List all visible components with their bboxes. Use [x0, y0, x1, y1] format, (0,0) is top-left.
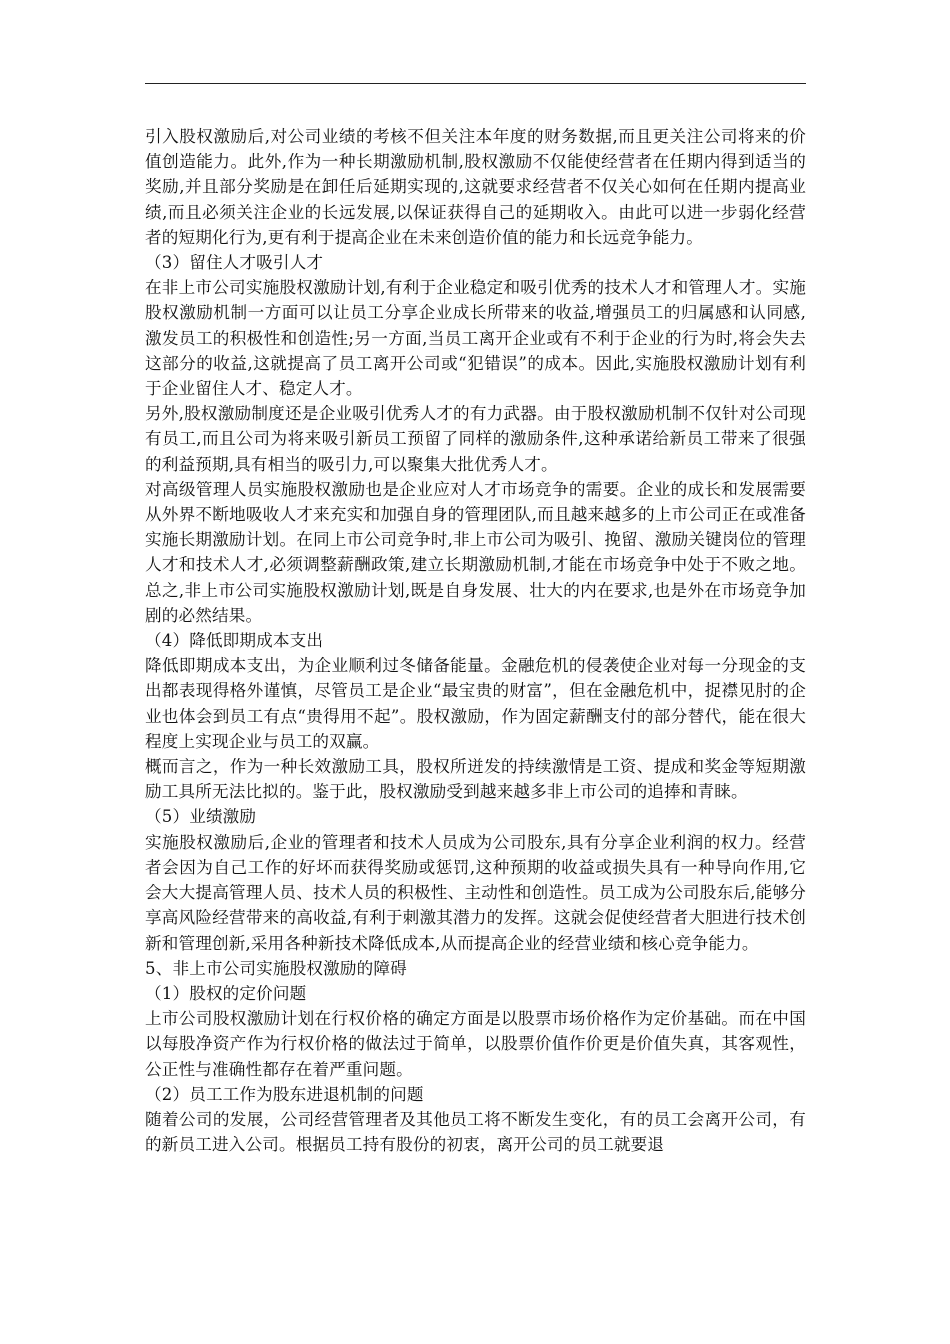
section-heading: （1）股权的定价问题 [145, 983, 307, 1003]
body-paragraph: 随着公司的发展，公司经营管理者及其他员工将不断发生变化，有的员工会离开公司，有的新员工进入公司。根据员工持有股份的初衷，离开公司的员工就要退 [145, 1109, 806, 1155]
section-heading: （4）降低即期成本支出 [145, 631, 324, 651]
header-rule [145, 83, 806, 84]
body-paragraph: 实施股权激励后,企业的管理者和技术人员成为公司股东,具有分享企业利润的权力。经营者会因为自己工作的好坏而获得奖励或惩罚,这种预期的收益或损失具有一种导向作用,它会大大提高管理人员、技术人员的积极性、主动性和创造性。员工成为公司股东后,能够分享高风险经营带来的高收益,有利于刺激其潜力的发挥。这就会促使经营者大胆进行技术创新和管理创新,采用各种新技术降低成本,从而提高企业的经营业绩和核心竞争能力。 [145, 832, 806, 953]
section-heading: （2）员工工作为股东进退机制的问题 [145, 1084, 424, 1104]
body-paragraph: 在非上市公司实施股权激励计划,有利于企业稳定和吸引优秀的技术人才和管理人才。实施股权激励机制一方面可以让员工分享企业成长所带来的收益,增强员工的归属感和认同感,激发员工的积极性和创造性;另一方面,当员工离开企业或有不利于企业的行为时,将会失去这部分的收益,这就提高了员工离开公司或“犯错误”的成本。因此,实施股权激励计划有利于企业留住人才、稳定人才。 [145, 278, 806, 399]
body-paragraph: 对高级管理人员实施股权激励也是企业应对人才市场竞争的需要。企业的成长和发展需要从外界不断地吸收人才来充实和加强自身的管理团队,而且越来越多的上市公司正在或准备实施长期激励计划。在同上市公司竞争时,非上市公司为吸引、挽留、激励关键岗位的管理人才和技术人才,必须调整薪酬政策,建立长期激励机制,才能在市场竞争中处于不败之地。总之,非上市公司实施股权激励计划,既是自身发展、壮大的内在要求,也是外在市场竞争加剧的必然结果。 [145, 479, 806, 625]
document-body [145, 124, 806, 1157]
body-paragraph: 降低即期成本支出，为企业顺利过冬储备能量。金融危机的侵袭使企业对每一分现金的支出都表现得格外谨慎，尽管员工是企业“最宝贵的财富”，但在金融危机中，捉襟见肘的企业也体会到员工有点“贵得用不起”。股权激励，作为固定薪酬支付的部分替代，能在很大程度上实现企业与员工的双赢。 [145, 656, 806, 751]
body-paragraph: 另外,股权激励制度还是企业吸引优秀人才的有力武器。由于股权激励机制不仅针对公司现有员工,而且公司为将来吸引新员工预留了同样的激励条件,这种承诺给新员工带来了很强的利益预期,具有相当的吸引力,可以聚集大批优秀人才。 [145, 404, 806, 474]
section-heading: （3）留住人才吸引人才 [145, 253, 324, 273]
chapter-heading: 5、非上市公司实施股权激励的障碍 [145, 958, 407, 978]
body-paragraph: 引入股权激励后,对公司业绩的考核不但关注本年度的财务数据,而且更关注公司将来的价值创造能力。此外,作为一种长期激励机制,股权激励不仅能使经营者在任期内得到适当的奖励,并且部分奖励是在卸任后延期实现的,这就要求经营者不仅关心如何在任期内提高业绩,而且必须关注企业的长远发展,以保证获得自己的延期收入。由此可以进一步弱化经营者的短期化行为,更有利于提高企业在未来创造价值的能力和长远竞争能力。 [145, 127, 806, 247]
body-paragraph: 概而言之，作为一种长效激励工具，股权所迸发的持续激情是工资、提成和奖金等短期激励工具所无法比拟的。鉴于此，股权激励受到越来越多非上市公司的追捧和青睐。 [145, 757, 806, 802]
section-heading: （5）业绩激励 [145, 807, 257, 827]
body-paragraph: 上市公司股权激励计划在行权价格的确定方面是以股票市场价格作为定价基础。而在中国以每股净资产作为行权价格的做法过于简单，以股票价值作价更是价值失真，其客观性，公正性与准确性都存在着严重问题。 [145, 1009, 806, 1079]
